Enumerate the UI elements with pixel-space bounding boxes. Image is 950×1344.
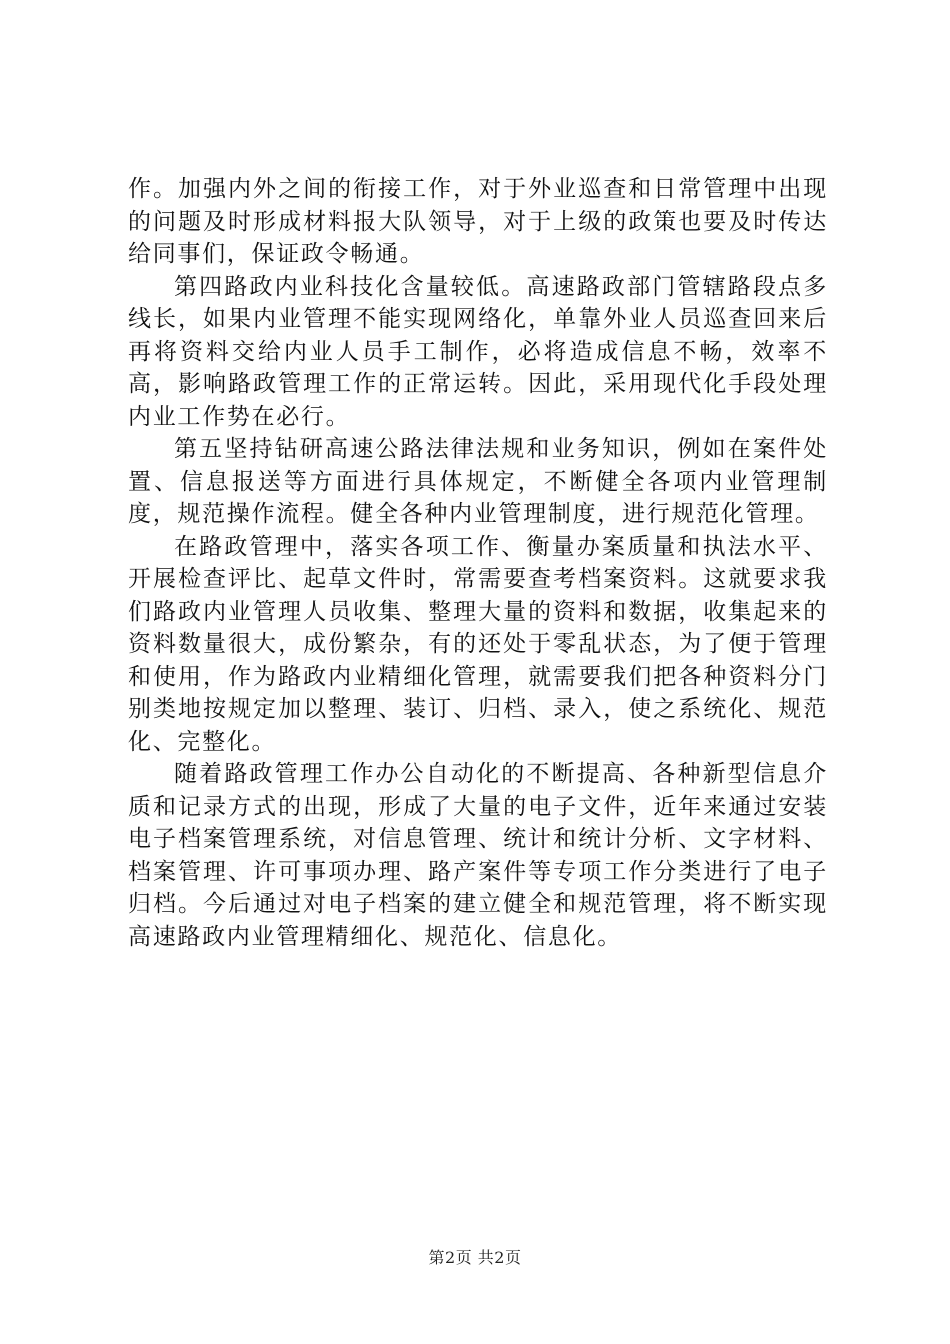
document-body xyxy=(128,173,828,953)
paragraph-3: 第五坚持钻研高速公路法律法规和业务知识，例如在案件处置、信息报送等方面进行具体规定，不断健全各项内业管理制度，规范操作流程。健全各种内业管理制度，进行规范化管理。 xyxy=(128,436,828,527)
paragraph-4: 在路政管理中，落实各项工作、衡量办案质量和执法水平、开展检查评比、起草文件时，常需要查考档案资料。这就要求我们路政内业管理人员收集、整理大量的资料和数据，收集起来的资料数量很大，成份繁杂，有的还处于零乱状态，为了便于管理和使用，作为路政内业精细化管理，就需要我们把各种资料分门别类地按规定加以整理、装订、归档、录入，使之系统化、规范化、完整化。 xyxy=(128,533,828,755)
page-number-footer: 第2页 共2页 xyxy=(428,1248,522,1267)
paragraph-1: 作。加强内外之间的衔接工作，对于外业巡查和日常管理中出现的问题及时形成材料报大队领导，对于上级的政策也要及时传达给同事们，保证政令畅通。 xyxy=(128,176,828,267)
paragraph-2: 第四路政内业科技化含量较低。高速路政部门管辖路段点多线长，如果内业管理不能实现网络化，单靠外业人员巡查回来后再将资料交给内业人员手工制作，必将造成信息不畅，效率不高，影响路政管理工作的正常运转。因此，采用现代化手段处理内业工作势在必行。 xyxy=(128,273,828,430)
paragraph-5: 随着路政管理工作办公自动化的不断提高、各种新型信息介质和记录方式的出现，形成了大量的电子文件，近年来通过安装电子档案管理系统，对信息管理、统计和统计分析、文字材料、档案管理、许可事项办理、路产案件等专项工作分类进行了电子归档。今后通过对电子档案的建立健全和规范管理，将不断实现高速路政内业管理精细化、规范化、信息化。 xyxy=(128,761,828,950)
